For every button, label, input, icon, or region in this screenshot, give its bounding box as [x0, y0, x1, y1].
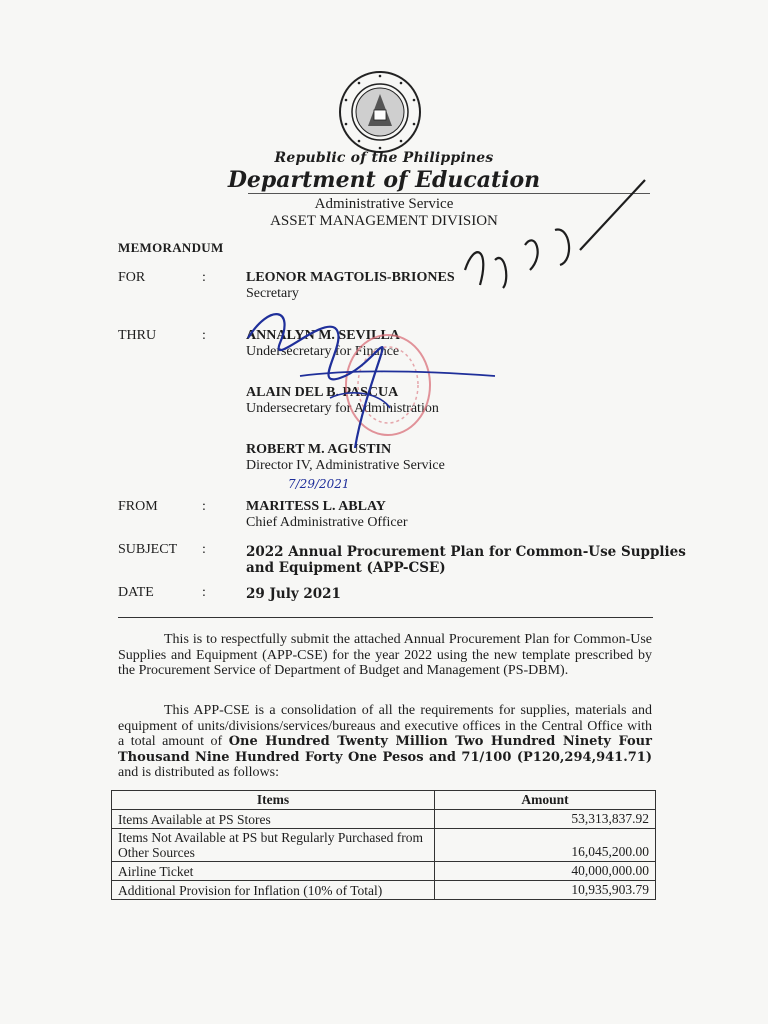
paragraph-1: This is to respectfully submit the attached Annual Procurement Plan for Common-Use Supplies and Equipment (APP-CSE) for the year 2022 using the new template prescribed by the Procurement Service of Department of Budget and Management (PS-DBM).	[118, 632, 652, 678]
for-colon: :	[202, 270, 206, 285]
date-colon: :	[202, 585, 206, 600]
table-row	[112, 810, 656, 829]
from-sender	[246, 499, 407, 531]
division-name: ASSET MANAGEMENT DIVISION	[270, 213, 498, 229]
for-label: FOR	[118, 270, 146, 285]
from-title: Chief Administrative Officer	[246, 515, 408, 530]
thru-recipient-1	[246, 328, 400, 360]
total-amount-text: One Hundred Twenty Million Two Hundred Ninety Four Thousand Nine Hundred Forty One Pesos and 71/100 (P120,294,941.71)	[118, 734, 652, 765]
amount-cell: 16,045,200.00	[435, 829, 656, 862]
subject-text: 2022 Annual Procurement Plan for Common-Use Supplies and Equipment (APP-CSE)	[246, 544, 686, 576]
items-header: Items	[112, 791, 435, 810]
for-title: Secretary	[246, 286, 299, 301]
header-body-divider	[118, 617, 653, 618]
amount-header: Amount	[435, 791, 656, 810]
subject-label: SUBJECT	[118, 542, 178, 557]
thru-title: Undersecretary for Administration	[246, 401, 439, 416]
handwritten-date: 7/29/2021	[288, 477, 350, 491]
table-row	[112, 829, 656, 862]
thru-title: Undersecretary for Finance	[246, 344, 400, 359]
from-name: MARITESS L. ABLAY	[246, 499, 386, 514]
amount-cell: 40,000,000.00	[435, 862, 656, 881]
amount-cell: 10,935,903.79	[435, 881, 656, 900]
memo-date: 29 July 2021	[246, 586, 341, 602]
for-recipient	[246, 270, 455, 302]
from-label: FROM	[118, 499, 158, 514]
thru-recipient-2	[246, 385, 439, 417]
thru-title: Director IV, Administrative Service	[246, 458, 445, 473]
republic-header: Republic of the Philippines	[274, 150, 494, 166]
table-header-row	[112, 791, 656, 810]
date-label: DATE	[118, 585, 154, 600]
thru-name: ALAIN DEL B. PASCUA	[246, 385, 399, 400]
item-cell: Items Not Available at PS but Regularly Purchased from Other Sources	[112, 829, 435, 862]
memo-heading: MEMORANDUM	[118, 240, 224, 255]
item-cell: Airline Ticket	[112, 862, 435, 881]
thru-recipient-3	[246, 442, 445, 474]
service-name: Administrative Service	[314, 196, 454, 212]
item-cell: Additional Provision for Inflation (10% of Total)	[112, 881, 435, 900]
header-rule	[248, 193, 650, 194]
item-cell: Items Available at PS Stores	[112, 810, 435, 829]
distribution-table	[111, 790, 656, 900]
from-colon: :	[202, 499, 206, 514]
thru-name: ANNALYN M. SEVILLA	[246, 328, 400, 343]
subject-colon: :	[202, 542, 206, 557]
thru-name: ROBERT M. AGUSTIN	[246, 442, 392, 457]
paragraph-2: This APP-CSE is a consolidation of all the requirements for supplies, materials and equipment of units/divisions/services/bureaus and executive offices in the Central Office with a total amount of One Hundred Twenty Million Two Hundred Ninety Four Thousand Nine Hundred Forty One Pesos and 71/100 (P120,294,941.71) and is distributed as follows:	[118, 703, 652, 780]
for-name: LEONOR MAGTOLIS-BRIONES	[246, 270, 455, 285]
amount-cell: 53,313,837.92	[435, 810, 656, 829]
department-header: Department of Education	[227, 167, 541, 193]
table-row	[112, 862, 656, 881]
deped-seal-icon	[338, 70, 422, 154]
thru-colon: :	[202, 328, 206, 343]
thru-label: THRU	[118, 328, 157, 343]
table-row	[112, 881, 656, 900]
